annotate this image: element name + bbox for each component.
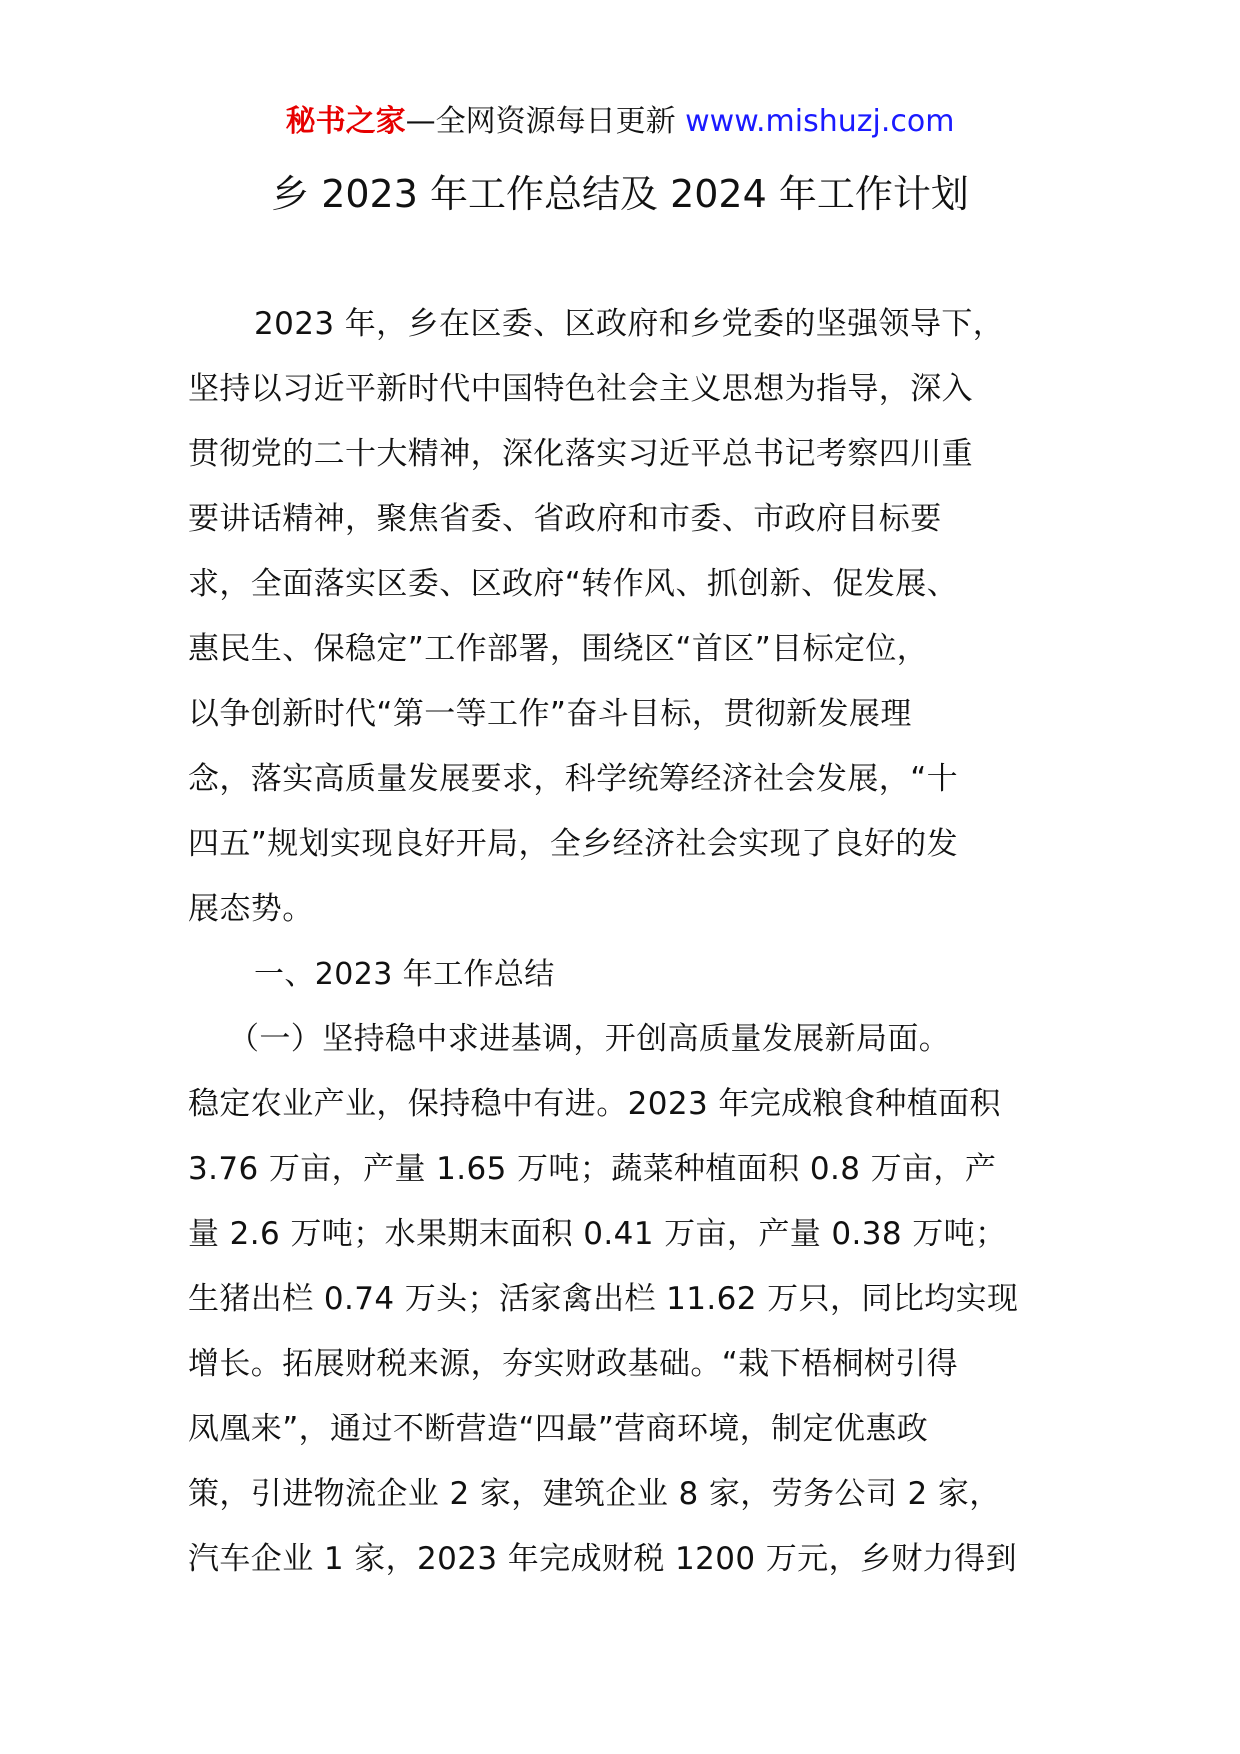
paragraph-line: 3.76 万亩，产量 1.65 万吨；蔬菜种植面积 0.8 万亩，产: [188, 1151, 997, 1187]
paragraph-line: 四五”规划实现良好开局，全乡经济社会实现了良好的发: [188, 826, 959, 862]
paragraph-line: 以争创新时代“第一等工作”奋斗目标，贯彻新发展理: [188, 696, 912, 732]
site-url-link[interactable]: www.mishuzj.com: [685, 104, 955, 139]
paragraph-line: 求，全面落实区委、区政府“转作风、抓创新、促发展、: [188, 566, 959, 602]
paragraph-line: 稳定农业产业，保持稳中有进。2023 年完成粮食种植面积: [188, 1086, 1001, 1122]
document-title: 乡 2023 年工作总结及 2024 年工作计划: [271, 172, 969, 216]
paragraph-line: 凤凰来”，通过不断营造“四最”营商环境，制定优惠政: [188, 1411, 929, 1447]
header-banner: [0, 100, 1240, 144]
paragraph-line: 增长。拓展财税来源，夯实财政基础。“栽下梧桐树引得: [188, 1346, 959, 1382]
paragraph-line: 要讲话精神，聚焦省委、省政府和市委、市政府目标要: [188, 501, 942, 537]
paragraph-line: 坚持以习近平新时代中国特色社会主义思想为指导，深入: [188, 371, 973, 407]
document-body: [188, 292, 1058, 1592]
header-tagline: —全网资源每日更新: [405, 104, 676, 139]
section-heading: 一、2023 年工作总结: [254, 957, 555, 992]
paragraph-line: 2023 年，乡在区委、区政府和乡党委的坚强领导下，: [254, 306, 1005, 342]
paragraph-line: 展态势。: [188, 891, 314, 927]
brand-name: 秘书之家: [285, 104, 406, 139]
subsection-heading: （一）坚持稳中求进基调，开创高质量发展新局面。: [228, 1021, 951, 1057]
paragraph-line: 策，引进物流企业 2 家，建筑企业 8 家，劳务公司 2 家，: [188, 1476, 1001, 1512]
paragraph-line: 惠民生、保稳定”工作部署，围绕区“首区”目标定位，: [188, 631, 929, 667]
paragraph-line: 念，落实高质量发展要求，科学统筹经济社会发展，“十: [188, 761, 959, 797]
paragraph-line: 贯彻党的二十大精神，深化落实习近平总书记考察四川重: [188, 436, 973, 472]
paragraph-line: 汽车企业 1 家，2023 年完成财税 1200 万元，乡财力得到: [188, 1541, 1017, 1577]
paragraph-line: 量 2.6 万吨；水果期末面积 0.41 万亩，产量 0.38 万吨；: [188, 1216, 1007, 1252]
paragraph-line: 生猪出栏 0.74 万头；活家禽出栏 11.62 万只，同比均实现: [188, 1281, 1019, 1317]
